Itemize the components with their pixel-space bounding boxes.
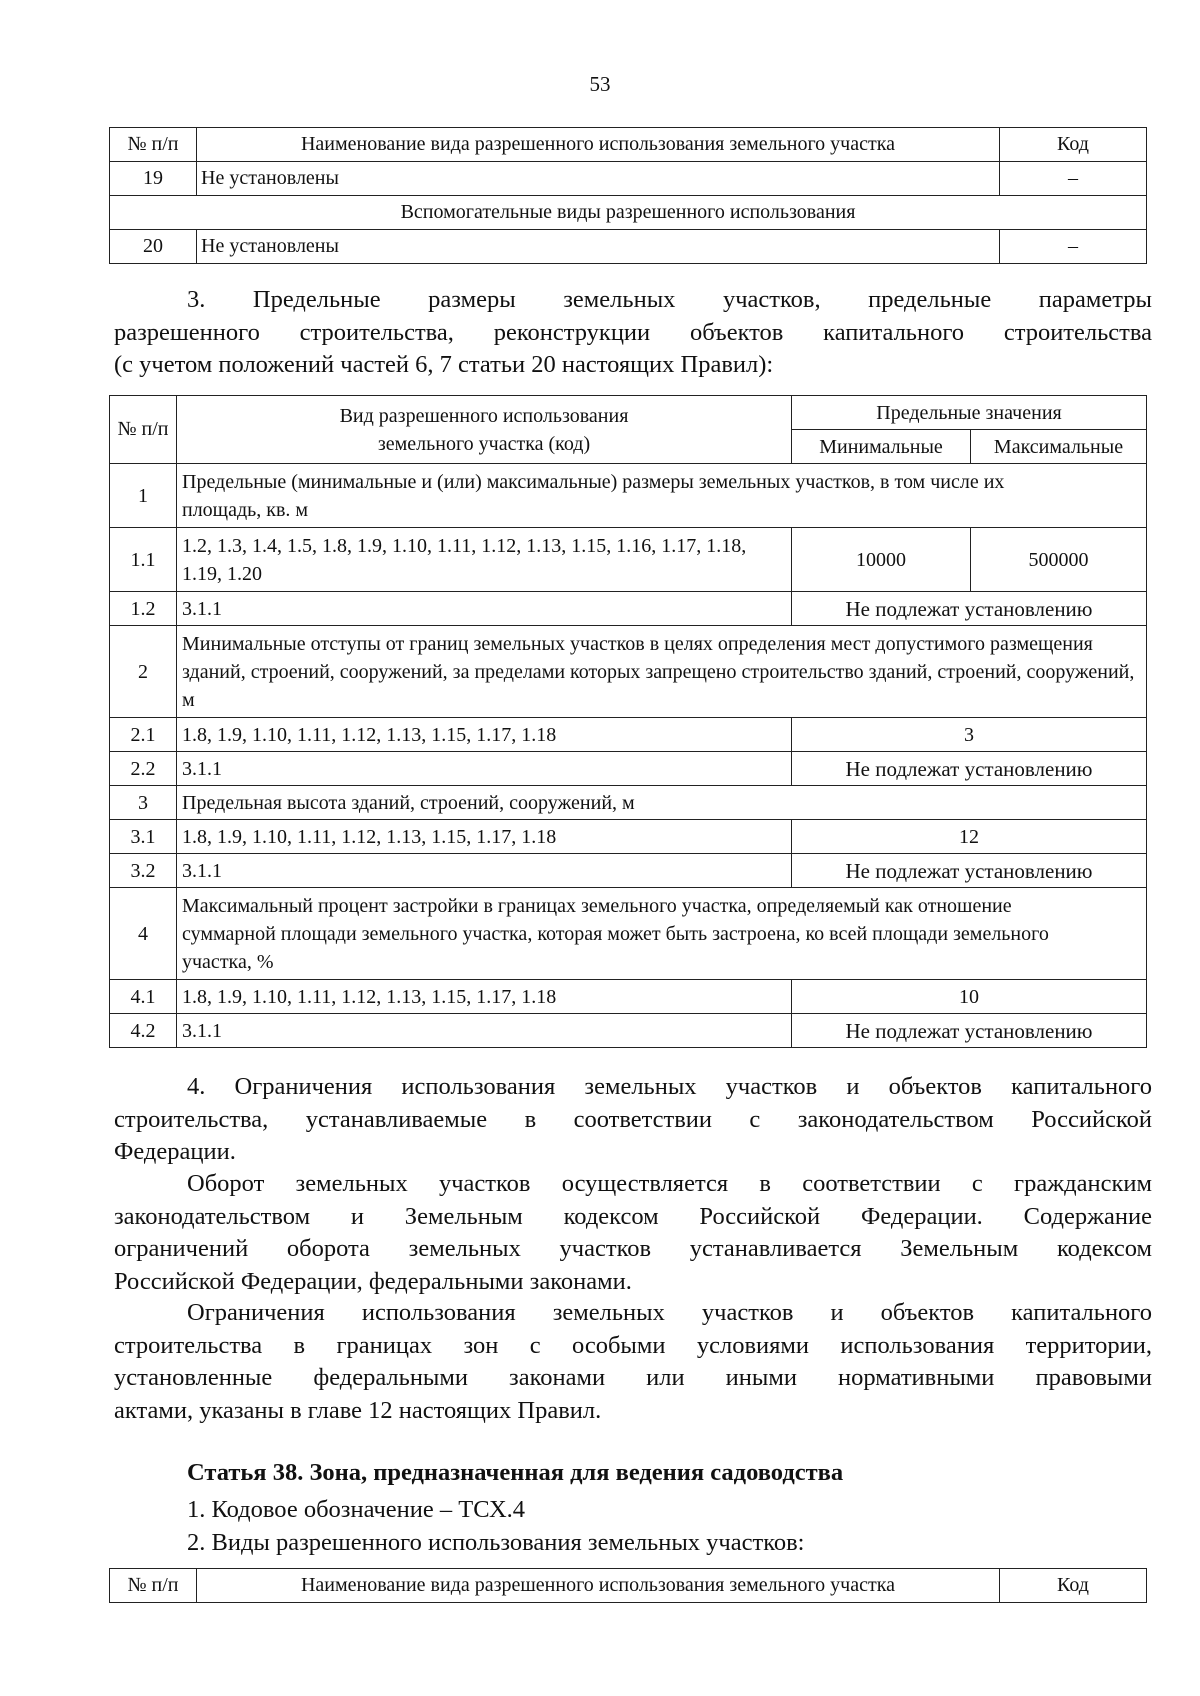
paragraph-line: строительства в границах зон с особыми условиями использования территории, xyxy=(114,1331,1152,1359)
paragraph-4 xyxy=(114,1071,1152,1169)
paragraph-line: строительства, устанавливаемые в соответствии с законодательством Российской xyxy=(114,1105,1152,1133)
row-value: Не подлежат установлению xyxy=(792,854,1147,888)
table-row xyxy=(110,1014,1147,1048)
row-num: 1 xyxy=(110,464,177,528)
header-num: № п/п xyxy=(110,1569,197,1603)
table-row xyxy=(110,980,1147,1014)
allowed-uses-table-2 xyxy=(109,1568,1147,1603)
paragraph-line: законодательством и Земельным кодексом Российской Федерации. Содержание xyxy=(114,1202,1152,1230)
header-name: Наименование вида разрешенного использования земельного участка xyxy=(197,1569,1000,1603)
row-num: 2 xyxy=(110,626,177,718)
table-row xyxy=(110,162,1147,196)
row-num: 1.1 xyxy=(110,528,177,592)
row-num: 3.2 xyxy=(110,854,177,888)
table-row xyxy=(110,854,1147,888)
row-text: 1.8, 1.9, 1.10, 1.11, 1.12, 1.13, 1.15, 1.17, 1.18 xyxy=(177,820,792,854)
list-item: 2. Виды разрешенного использования земельных участков: xyxy=(187,1529,805,1556)
header-code: Код xyxy=(1000,128,1147,162)
row-text: 3.1.1 xyxy=(177,854,792,888)
paragraph-3 xyxy=(114,284,1152,382)
row-min: 10000 xyxy=(792,528,971,592)
row-num: 20 xyxy=(110,230,197,264)
row-text: 1.2, 1.3, 1.4, 1.5, 1.8, 1.9, 1.10, 1.11, 1.12, 1.13, 1.15, 1.16, 1.17, 1.18, 1.19, 1.20 xyxy=(177,528,792,592)
row-num: 1.2 xyxy=(110,592,177,626)
header-limits: Предельные значения xyxy=(792,396,1147,430)
row-value: 12 xyxy=(792,820,1147,854)
row-text: Максимальный процент застройки в границах земельного участка, определяемый как отношение суммарной площади земельного участка, которая может быть застроена, ко всей площади земельного участка, % xyxy=(177,888,1147,980)
paragraph-6 xyxy=(114,1297,1152,1427)
row-name: Не установлены xyxy=(197,162,1000,196)
row-num: 3.1 xyxy=(110,820,177,854)
row-value: Не подлежат установлению xyxy=(792,1014,1147,1048)
page-number: 53 xyxy=(589,72,611,96)
table-row xyxy=(110,464,1147,528)
header-num: № п/п xyxy=(110,128,197,162)
row-text: 3.1.1 xyxy=(177,592,792,626)
row-num: 4.1 xyxy=(110,980,177,1014)
row-text: 3.1.1 xyxy=(177,1014,792,1048)
row-text: 3.1.1 xyxy=(177,752,792,786)
table-row xyxy=(110,820,1147,854)
table-row xyxy=(110,752,1147,786)
paragraph-line: установленные федеральными законами или иными нормативными правовыми xyxy=(114,1364,1152,1391)
header-min: Минимальные xyxy=(792,430,971,464)
paragraph-line: актами, указаны в главе 12 настоящих Правил. xyxy=(114,1396,602,1424)
table-row xyxy=(110,230,1147,264)
row-num: 4 xyxy=(110,888,177,980)
section-row xyxy=(110,196,1147,230)
table-header-row xyxy=(110,396,1147,430)
row-name: Не установлены xyxy=(197,230,1000,264)
paragraph-line: Федерации. xyxy=(114,1138,236,1165)
table-row xyxy=(110,528,1147,592)
paragraph-5 xyxy=(114,1168,1152,1298)
header-name: Наименование вида разрешенного использования земельного участка xyxy=(197,128,1000,162)
paragraph-line: разрешенного строительства, реконструкции объектов капитального строительства xyxy=(114,318,1152,346)
row-num: 19 xyxy=(110,162,197,196)
table-header-row xyxy=(110,128,1147,162)
row-num: 2.2 xyxy=(110,752,177,786)
paragraph-line: Российской Федерации, федеральными законами. xyxy=(114,1267,632,1295)
table-row xyxy=(110,786,1147,820)
table-header-row xyxy=(110,1569,1147,1603)
header-name: Вид разрешенного использования земельного участка (код) xyxy=(177,396,792,464)
row-value: 10 xyxy=(792,980,1147,1014)
row-text: 1.8, 1.9, 1.10, 1.11, 1.12, 1.13, 1.15, 1.17, 1.18 xyxy=(177,718,792,752)
table-row xyxy=(110,888,1147,980)
row-text: 1.8, 1.9, 1.10, 1.11, 1.12, 1.13, 1.15, 1.17, 1.18 xyxy=(177,980,792,1014)
section-title: Вспомогательные виды разрешенного использования xyxy=(110,196,1147,230)
row-num: 3 xyxy=(110,786,177,820)
row-value: Не подлежат установлению xyxy=(792,592,1147,626)
paragraph-line: Оборот земельных участков осуществляется в соответствии с гражданским xyxy=(187,1170,1152,1197)
paragraph-line: Ограничения использования земельных участков и объектов капитального xyxy=(187,1299,1152,1326)
row-text: Предельные (минимальные и (или) максимальные) размеры земельных участков, в том числе их площадь, кв. м xyxy=(177,464,1147,528)
article-heading: Статья 38. Зона, предназначенная для ведения садоводства xyxy=(187,1459,844,1486)
paragraph-line: (с учетом положений частей 6, 7 статьи 20 настоящих Правил): xyxy=(114,351,774,378)
row-value: 3 xyxy=(792,718,1147,752)
paragraph-line: 3. Предельные размеры земельных участков, предельные параметры xyxy=(187,286,1152,313)
list-item: 1. Кодовое обозначение – ТСХ.4 xyxy=(187,1496,526,1523)
table-row xyxy=(110,592,1147,626)
header-max: Максимальные xyxy=(971,430,1147,464)
paragraph-line: 4. Ограничения использования земельных участков и объектов капитального xyxy=(187,1073,1152,1100)
table-row xyxy=(110,718,1147,752)
header-num: № п/п xyxy=(110,396,177,464)
row-max: 500000 xyxy=(971,528,1147,592)
row-num: 4.2 xyxy=(110,1014,177,1048)
row-code: – xyxy=(1000,230,1147,264)
row-value: Не подлежат установлению xyxy=(792,752,1147,786)
row-num: 2.1 xyxy=(110,718,177,752)
row-text: Предельная высота зданий, строений, сооружений, м xyxy=(177,786,1147,820)
paragraph-line: ограничений оборота земельных участков устанавливается Земельным кодексом xyxy=(114,1235,1152,1262)
limits-table xyxy=(109,395,1147,1048)
header-code: Код xyxy=(1000,1569,1147,1603)
row-code: – xyxy=(1000,162,1147,196)
table-row xyxy=(110,626,1147,718)
allowed-uses-table xyxy=(109,127,1147,264)
row-text: Минимальные отступы от границ земельных участков в целях определения мест допустимого размещения зданий, строений, сооружений, за пределами которых запрещено строительство зданий, строений, сооружений, м xyxy=(177,626,1147,718)
